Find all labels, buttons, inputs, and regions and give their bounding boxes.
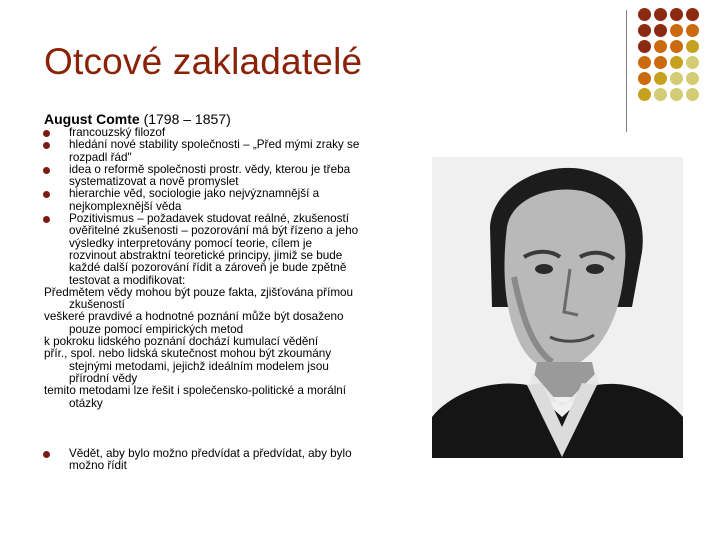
slide-title: Otcové zakladatelé [44,41,363,82]
dot-icon [654,40,667,53]
slide-body [44,127,360,472]
dot-icon [654,56,667,69]
dot-icon [638,24,651,37]
paragraph: přír., spol. nebo lidská skutečnost mohou být zkoumány stejnými metodami, jejichž ideálním modelem jsou přírodní vědy [44,347,332,385]
dot-icon [638,88,651,101]
dot-icon [670,88,683,101]
dot-icon [670,8,683,21]
dot-icon [670,24,683,37]
bullet-item: hierarchie věd, sociologie jako nejvýznamnější a nejkomplexnější věda [44,188,360,213]
paragraph: Předmětem vědy mohou být pouze fakta, zjišťována přímou zkušeností [44,285,354,312]
portrait-icon [432,157,683,458]
bullet-item: idea o reformě společnosti prostr. vědy, kterou je třeba systematizovat a nově promyslet [44,164,360,189]
divider-line [626,10,627,132]
dot-icon [638,72,651,85]
subtitle-name: August Comte [44,111,140,127]
dot-icon [670,72,683,85]
dot-icon [638,40,651,53]
dot-icon [638,8,651,21]
dot-icon [670,40,683,53]
bullet-item: hledání nové stability společnosti – „Před mými zraky se rozpadl řád" [44,139,360,164]
bullet-icon [43,451,50,458]
paragraph: k pokroku lidského poznání dochází kumulací vědění [44,335,319,349]
subtitle [44,111,231,127]
bullet-item: francouzský filozof [44,127,360,139]
paragraph: veškeré pravdivé a hodnotné poznání může být dosaženo pouze pomocí empirických metod [44,310,344,336]
bullet-icon [43,130,50,137]
dot-icon [654,24,667,37]
dot-icon [686,40,699,53]
bullet-item: Pozitivismus – požadavek studovat reálné, zkušeností ověřitelné zkušenosti – pozorování má být řízeno a jeho výsledky interpretovány pomocí teorie, cílem je rozvinout abstraktní teoretické principy, jimiž se bude každé další pozorování řídit a zároveň je bude zpětně testovat a modifikovat: [44,213,360,287]
dot-icon [654,72,667,85]
portrait-image [432,157,683,458]
dot-icon [686,72,699,85]
dot-icon [654,88,667,101]
dot-icon [686,24,699,37]
dot-icon [654,8,667,21]
bullet-icon [43,142,50,149]
bullet-icon [43,191,50,198]
dot-icon [686,8,699,21]
paragraph: temito metodami lze řešit i společensko-politické a morální otázky [44,384,347,410]
dot-icon [686,88,699,101]
bullet-item: Vědět, aby bylo možno předvídat a předvídat, aby bylo možno řídit [44,448,360,473]
dot-icon [686,56,699,69]
dot-icon [638,56,651,69]
dot-icon [670,56,683,69]
bullet-icon [43,216,50,223]
subtitle-years: (1798 – 1857) [143,111,231,127]
bullet-icon [43,167,50,174]
